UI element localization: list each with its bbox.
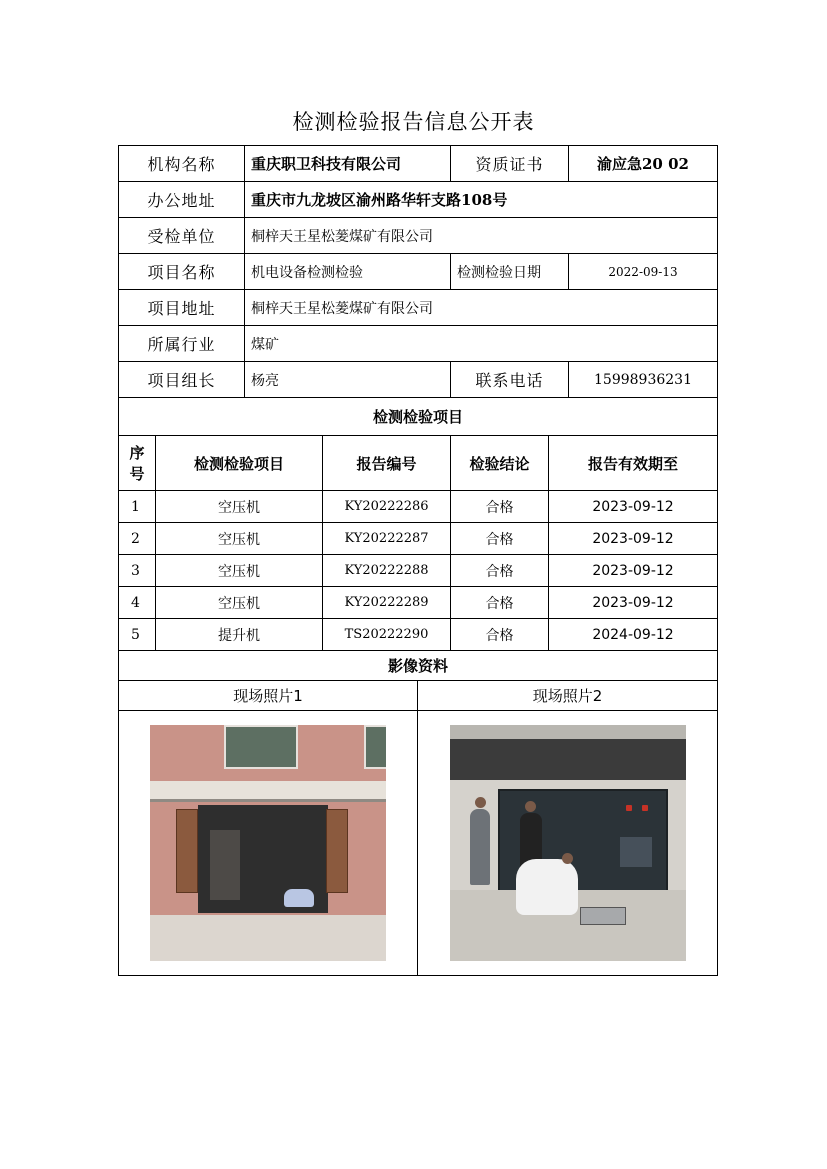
cert-label: 资质证书	[451, 146, 569, 182]
info-row-client	[119, 218, 718, 254]
info-table	[118, 145, 718, 398]
row-item: 空压机	[156, 523, 323, 555]
info-row-address	[119, 182, 718, 218]
row-item: 空压机	[156, 587, 323, 619]
row-item: 提升机	[156, 619, 323, 651]
page-title: 检测检验报告信息公开表	[292, 110, 535, 134]
row-result: 合格	[451, 523, 549, 555]
row-no: 2	[119, 523, 156, 555]
photo1-label: 现场照片1	[119, 681, 418, 711]
address-label: 办公地址	[119, 182, 245, 218]
row-no: 5	[119, 619, 156, 651]
items-table	[118, 397, 718, 651]
site-value: 桐梓天王星松蓌煤矿有限公司	[245, 290, 718, 326]
industry-value: 煤矿	[245, 326, 718, 362]
row-report-no: TS20222290	[323, 619, 451, 651]
header-item: 检测检验项目	[156, 436, 323, 491]
photo1-cell	[119, 711, 418, 976]
client-label: 受检单位	[119, 218, 245, 254]
org-value: 重庆职卫科技有限公司	[245, 146, 451, 182]
row-result: 合格	[451, 587, 549, 619]
row-report-no: KY20222286	[323, 491, 451, 523]
row-item: 空压机	[156, 491, 323, 523]
row-no: 3	[119, 555, 156, 587]
phone-value: 15998936231	[569, 362, 718, 398]
header-report-no: 报告编号	[323, 436, 451, 491]
row-valid-until: 2024-09-12	[549, 619, 718, 651]
photo-row	[119, 711, 718, 976]
row-result: 合格	[451, 619, 549, 651]
info-row-site	[119, 290, 718, 326]
table-row	[119, 555, 718, 587]
info-row-org	[119, 146, 718, 182]
address-value: 重庆市九龙坡区渝州路华轩支路108号	[245, 182, 718, 218]
images-section-title: 影像资料	[119, 651, 718, 681]
header-valid-until: 报告有效期至	[549, 436, 718, 491]
row-item: 空压机	[156, 555, 323, 587]
site-photo-2	[450, 725, 686, 961]
industry-label: 所属行业	[119, 326, 245, 362]
row-report-no: KY20222287	[323, 523, 451, 555]
photo2-label: 现场照片2	[418, 681, 718, 711]
row-no: 1	[119, 491, 156, 523]
phone-label: 联系电话	[451, 362, 569, 398]
items-section-title: 检测检验项目	[119, 398, 718, 436]
cert-value: 渝应急20 02	[569, 146, 718, 182]
photo2-cell	[418, 711, 718, 976]
row-valid-until: 2023-09-12	[549, 523, 718, 555]
row-valid-until: 2023-09-12	[549, 491, 718, 523]
header-result: 检验结论	[451, 436, 549, 491]
leader-label: 项目组长	[119, 362, 245, 398]
info-row-project	[119, 254, 718, 290]
table-row	[119, 491, 718, 523]
table-row	[119, 523, 718, 555]
header-no: 序号	[119, 436, 156, 491]
info-row-leader	[119, 362, 718, 398]
row-valid-until: 2023-09-12	[549, 587, 718, 619]
images-section-row	[119, 651, 718, 681]
photo-caption-row	[119, 681, 718, 711]
row-report-no: KY20222289	[323, 587, 451, 619]
row-no: 4	[119, 587, 156, 619]
date-value: 2022-09-13	[569, 254, 718, 290]
table-row	[119, 587, 718, 619]
site-photo-1	[150, 725, 386, 961]
items-header-row	[119, 436, 718, 491]
leader-value: 杨亮	[245, 362, 451, 398]
row-valid-until: 2023-09-12	[549, 555, 718, 587]
client-value: 桐梓天王星松蓌煤矿有限公司	[245, 218, 718, 254]
site-label: 项目地址	[119, 290, 245, 326]
org-label: 机构名称	[119, 146, 245, 182]
project-label: 项目名称	[119, 254, 245, 290]
row-result: 合格	[451, 555, 549, 587]
table-row	[119, 619, 718, 651]
project-value: 机电设备检测检验	[245, 254, 451, 290]
row-result: 合格	[451, 491, 549, 523]
date-label: 检测检验日期	[451, 254, 569, 290]
photos-table	[118, 650, 718, 976]
row-report-no: KY20222288	[323, 555, 451, 587]
info-row-industry	[119, 326, 718, 362]
items-section-row	[119, 398, 718, 436]
